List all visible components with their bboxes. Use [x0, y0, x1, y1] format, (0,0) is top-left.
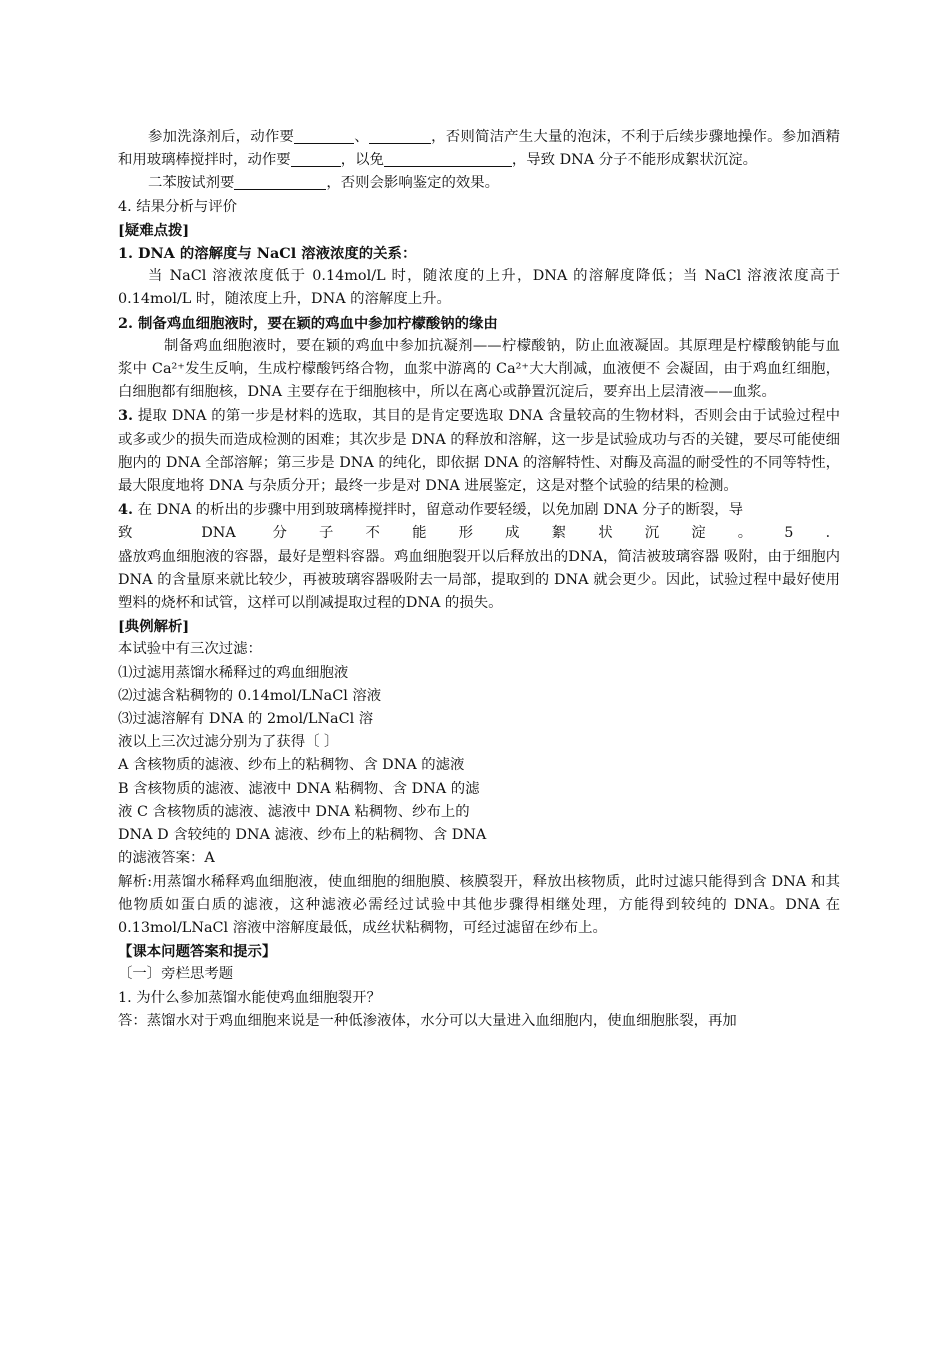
side-questions-heading: 〔一〕旁栏思考题 — [118, 966, 234, 983]
text: 二苯胺试剂要 — [148, 175, 235, 192]
example-line: ⑵过滤含粘稠物的 0.14mol/LNaCl 溶液 — [118, 687, 382, 704]
blank-3 — [291, 150, 341, 167]
example-line: ⑴过滤用蒸馏水稀释过的鸡血细胞液 — [118, 664, 349, 681]
text: 提取 DNA 的第一步是材料的选取，其目的是肯定要选取 DNA 含量较高的生物材料，否则会由于试验过程中或多或少的损失而造成检测的困难；其次步是 DNA 的释放和溶解，这一步是试验成功与否的关键，要尽可能使细胞内的 DNA 全部溶解；第三步是 DNA 的纯化，即依据 DNA 的溶解特性、对酶及高温的耐受性的不同等特性，最大限度地将 DNA 与杂质分开；最终一步是对 DNA 进展鉴定，这是对整个试验的结果的检测。 — [118, 408, 840, 495]
point-2-title: 2. 制备鸡血细胞液时，要在颖的鸡血中参加柠檬酸钠的缘由 — [118, 314, 498, 332]
side-question-1: 1. 为什么参加蒸馏水能使鸡血细胞裂开？ — [118, 989, 381, 1006]
blank-5 — [234, 173, 326, 190]
paragraph-diphenylamine — [118, 172, 840, 195]
point-number: 3. — [118, 407, 134, 425]
text: 致 — [118, 525, 165, 542]
blank-1 — [294, 127, 354, 144]
heading-answers: 【课本问题答案和提示】 — [118, 943, 277, 961]
side-answer-1: 答：蒸馏水对于鸡血细胞来说是一种低渗液体，水分可以大量进入血细胞内，使血细胞胀裂，再加 — [118, 1012, 737, 1029]
example-intro: 本试验中有三次过滤： — [118, 641, 262, 658]
example-line: ⑶过滤溶解有 DNA 的 2mol/LNaCl 溶 — [118, 711, 374, 728]
text: ，导致 DNA 分子不能形成絮状沉淀。 — [511, 152, 758, 169]
example-line: 液 C 含核物质的滤液、滤液中 DNA 粘稠物、纱布上的 — [118, 803, 470, 820]
point-1-text: 当 NaCl 溶液浓度低于 0.14mol/L 时，随浓度的上升，DNA 的溶解度降低；当 NaCl 溶液浓度高于 0.14mol/L 时，随浓度上升，DNA 的溶解度上升。 — [118, 268, 840, 308]
section-4-heading: 4. 结果分析与评价 — [118, 198, 238, 215]
example-analysis: 解析:用蒸馏水稀释鸡血细胞液，使血细胞的细胞膜、核膜裂开，释放出核物质，此时过滤只能得到含 DNA 和其他物质如蛋白质的滤液，这种滤液必需经过试验中其他步骤得相继处理，方能得到较纯的 DNA。DNA 在 0.13mol/LNaCl 溶液中溶解度最低，成丝状粘稠物，可经过滤留在纱布上。 — [118, 873, 840, 936]
blank-4 — [384, 150, 512, 167]
example-line: 液以上三次过滤分别为了获得〔 〕 — [118, 734, 339, 751]
point-1-title: 1. DNA 的溶解度与 NaCl 溶液浓度的关系： — [118, 245, 417, 263]
point-4-line1 — [118, 498, 840, 522]
text: 、 — [354, 129, 369, 145]
text: 参加洗涤剂后，动作要 — [148, 129, 295, 145]
text: ，以免 — [340, 152, 384, 169]
text: ，否则简洁产生大量的泡沫，不利于后续步骤地操作。参加酒精和用玻璃棒搅拌时，动作要 — [118, 129, 840, 169]
text: 分子不能形成絮状沉淀。5． — [272, 525, 840, 542]
text: ，否则会影响鉴定的效果。 — [326, 175, 500, 192]
text: 在 DNA 的析出的步骤中用到玻璃棒搅拌时，留意动作要轻缓，以免加剧 DNA 分子的断裂，导 — [133, 502, 744, 519]
point-number: 4. — [118, 501, 134, 519]
point-5-text: 盛放鸡血细胞液的容器，最好是塑料容器。鸡血细胞裂开以后释放出的DNA，简洁被玻璃容器 吸附，由于细胞内 DNA 的含量原来就比较少，再被玻璃容器吸附去一局部，提取到的 DNA 就会更少。因此，试验过程中最好使用塑料的烧杯和试管，这样可以削减提取过程的DNA 的损失。 — [118, 548, 840, 612]
point-2-text: 制备鸡血细胞液时，要在颖的鸡血中参加抗凝剂——柠檬酸钠，防止血液凝固。其原理是柠檬酸钠能与血浆中 Ca²⁺发生反响，生成柠檬酸钙络合物，血浆中游离的 Ca²⁺大大削减，血液便不 会凝固，由于鸡血红细胞，白细胞都有细胞核，DNA 主要存在于细胞核中，所以在离心或静置沉淀后，要弃出上层清液——血浆。 — [118, 337, 840, 401]
example-line: A 含核物质的滤液、纱布上的粘稠物、含 DNA 的滤液 — [118, 757, 465, 774]
example-line: 的滤液答案：A — [118, 850, 215, 867]
paragraph-washing — [118, 126, 840, 172]
point-4-line2 — [118, 522, 840, 545]
heading-example: [典例解析] — [118, 618, 190, 636]
text: DNA — [201, 525, 236, 542]
document-page — [118, 126, 840, 1033]
heading-difficulty: [疑难点拨] — [118, 221, 190, 239]
blank-2 — [369, 127, 431, 144]
point-3 — [118, 404, 840, 498]
example-line: B 含核物质的滤液、滤液中 DNA 粘稠物、含 DNA 的滤 — [118, 780, 480, 797]
example-line: DNA D 含较纯的 DNA 滤液、纱布上的粘稠物、含 DNA — [118, 827, 487, 844]
